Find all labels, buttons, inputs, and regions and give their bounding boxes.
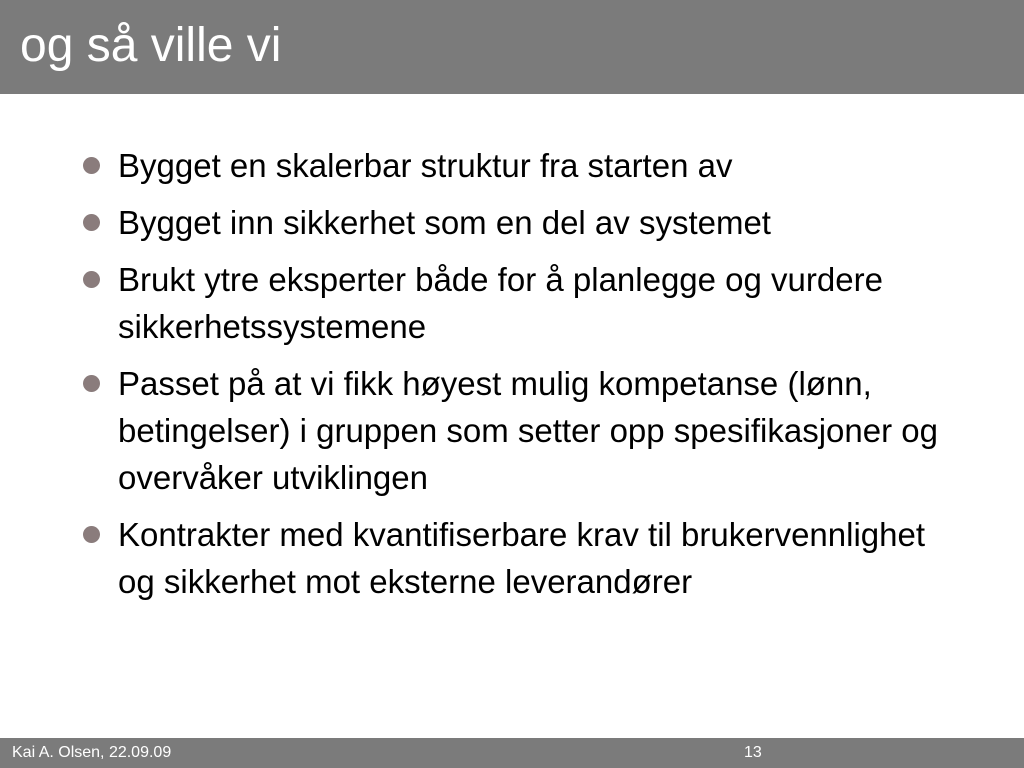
- bullet-text: Brukt ytre eksperter både for å planlegge og vurdere sikkerhetssystemene: [118, 261, 883, 345]
- footer-author-date: Kai A. Olsen, 22.09.09: [12, 744, 172, 761]
- bullet-dot-icon: [83, 271, 100, 288]
- footer-page-number: 13: [744, 744, 762, 761]
- bullet-item: [80, 256, 960, 350]
- slide-title: og så ville vi: [20, 19, 282, 72]
- bullet-text: Bygget en skalerbar struktur fra starten av: [118, 147, 733, 184]
- bullet-dot-icon: [83, 526, 100, 543]
- bullet-dot-icon: [83, 157, 100, 174]
- footer-bar: [0, 738, 1024, 768]
- bullet-item: [80, 360, 960, 501]
- bullet-dot-icon: [83, 214, 100, 231]
- bullet-text: Passet på at vi fikk høyest mulig kompetanse (lønn, betingelser) i gruppen som setter opp spesifikasjoner og overvåker utviklingen: [118, 365, 938, 496]
- title-bar: [0, 0, 1024, 94]
- bullet-item: [80, 199, 960, 246]
- bullet-text: Kontrakter med kvantifiserbare krav til brukervennlighet og sikkerhet mot eksterne leverandører: [118, 516, 926, 600]
- bullet-text: Bygget inn sikkerhet som en del av systemet: [118, 204, 771, 241]
- bullet-item: [80, 511, 960, 605]
- bullet-dot-icon: [83, 375, 100, 392]
- bullet-list: [80, 142, 960, 615]
- bullet-item: [80, 142, 960, 189]
